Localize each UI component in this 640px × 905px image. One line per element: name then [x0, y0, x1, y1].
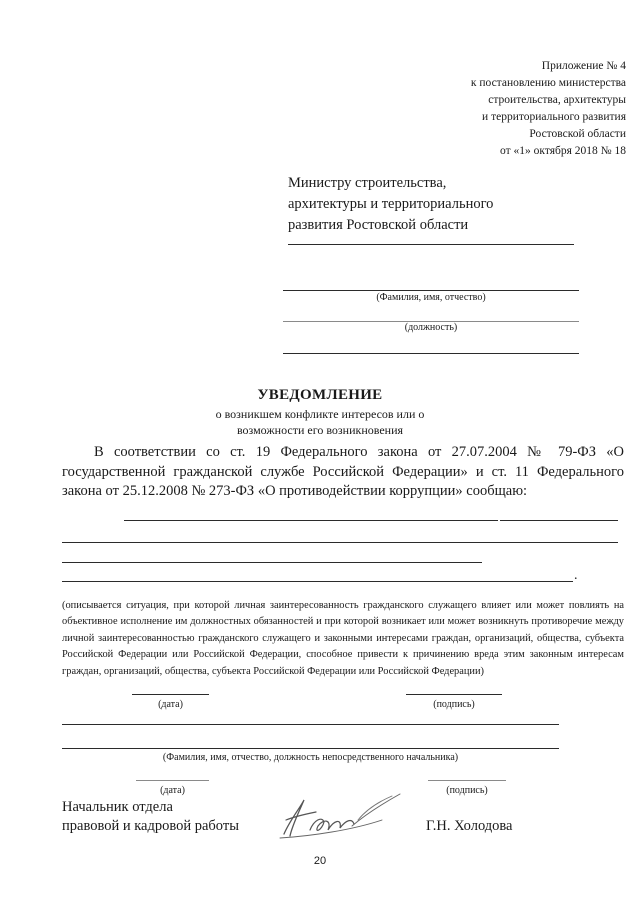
notice-subtitle: [0, 406, 640, 438]
notice-title: УВЕДОМЛЕНИЕ: [257, 387, 383, 403]
fill-line: [62, 562, 482, 563]
subtitle-line: возможности его возникновения: [236, 423, 404, 437]
fill-line: [500, 520, 618, 521]
handwritten-signature-icon: [262, 790, 422, 842]
date-caption: (дата): [160, 785, 185, 796]
addressee-block: [288, 173, 528, 236]
position-line: Начальник отдела: [62, 799, 173, 815]
addressee-line: Министру строительства,: [288, 175, 447, 191]
position-line: правовой и кадровой работы: [62, 818, 239, 834]
appendix-line: и территориального развития: [482, 111, 626, 123]
fill-line: [62, 724, 559, 725]
position-caption: (должность): [404, 322, 458, 333]
notice-body: В соответствии со ст. 19 Федерального закона от 27.07.2004 № 79-ФЗ «О государственной гражданской службе Российской Федерации» и ст. 11 Федерального закона от 25.12.2008 № 273-ФЗ «О противодействии коррупции» сообщаю:: [62, 444, 624, 499]
date-fill-line: [136, 780, 209, 781]
appendix-block: [386, 58, 626, 160]
signature-caption: (подпись): [433, 699, 475, 710]
manager-caption: (Фамилия, имя, отчество, должность непосредственного начальника): [162, 752, 459, 763]
official-name: Г.Н. Холодова: [426, 818, 513, 834]
situation-explanation: (описывается ситуация, при которой личная заинтересованность гражданского служащего влияет или может повлиять на объективное исполнение им должностных обязанностей и при которой возникает или может возникнуть противоречие между личной заинтересованностью гражданского служащего и законными интересами граждан, организаций, общества, субъекта Российской Федерации или Российской Федерации, способное привести к причинению вреда этим законным интересам граждан, организаций, общества, субъекта Российской Федерации или Российской Федерации): [62, 600, 624, 677]
closing-period: .: [574, 568, 578, 583]
official-position: [62, 798, 239, 836]
fill-line: [62, 581, 573, 582]
appendix-line: Ростовской области: [529, 128, 626, 140]
page-number: 20: [313, 855, 327, 867]
signature-fill-line: [406, 694, 502, 695]
addressee-line: развития Ростовской области: [288, 217, 469, 233]
date-caption: (дата): [158, 699, 183, 710]
subtitle-line: о возникшем конфликте интересов или о: [215, 407, 425, 421]
date-fill-line: [132, 694, 209, 695]
appendix-line: от «1» октября 2018 № 18: [500, 145, 626, 157]
appendix-line: Приложение № 4: [541, 60, 626, 72]
addressee-line: архитектуры и территориального: [288, 196, 494, 212]
fill-line: [62, 542, 618, 543]
appendix-line: строительства, архитектуры: [488, 94, 626, 106]
appendix-line: к постановлению министерства: [470, 77, 626, 89]
manager-fill-line: [62, 748, 559, 749]
signature-caption: (подпись): [446, 785, 488, 796]
fio-fill-line: [283, 290, 579, 291]
signature-fill-line: [428, 780, 506, 781]
fill-line: [288, 244, 574, 245]
fill-line: [283, 353, 579, 354]
fio-caption: (Фамилия, имя, отчество): [376, 292, 486, 303]
fill-line: [124, 520, 498, 521]
